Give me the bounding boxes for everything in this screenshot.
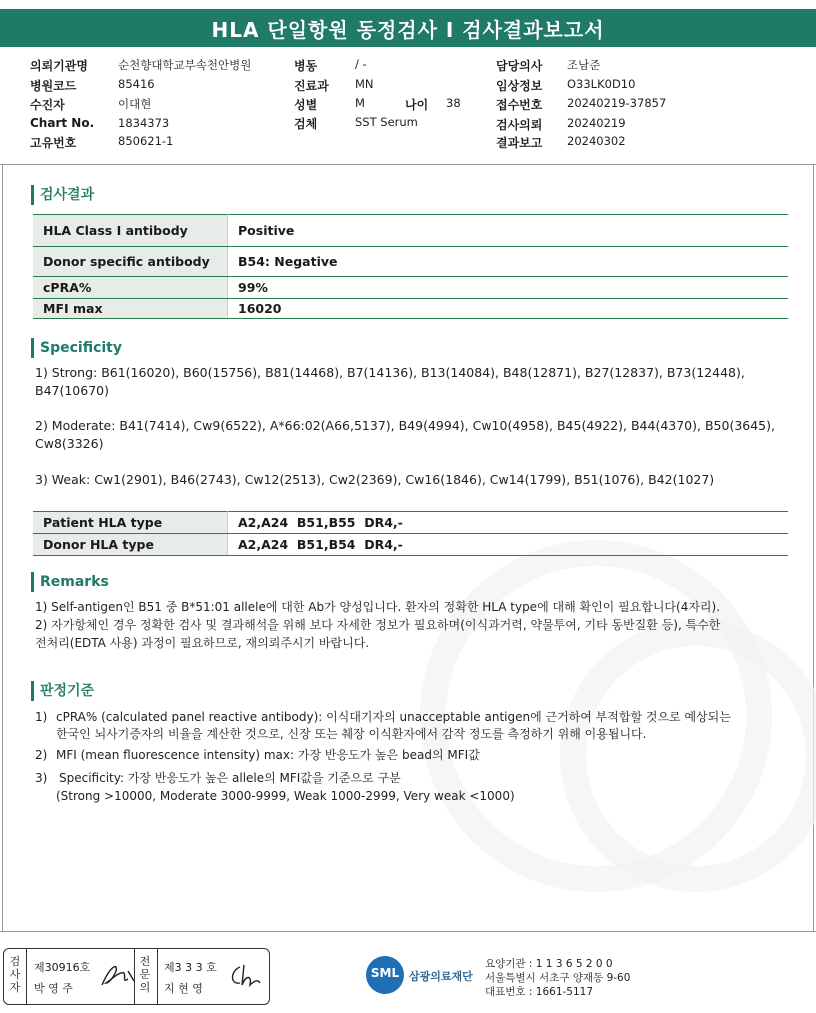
expert-signature-icon (226, 961, 264, 991)
expert-side-label (136, 955, 154, 994)
value-hospital-code: 85416 (118, 77, 155, 91)
value-result-report: 20240302 (567, 134, 626, 148)
result-key: MFI max (33, 299, 228, 319)
footer-address: 서울특별시 서초구 양재동 9-60 (485, 972, 631, 984)
table-row (33, 299, 788, 319)
result-value: B54: Negative (228, 247, 789, 277)
result-key: cPRA% (33, 277, 228, 299)
remark-1: 1) Self-antigen인 B51 중 B*51:01 allele에 대한 Ab가 양성입니다. 환자의 정확한 HLA type에 대해 확인이 필요합니다(4자리). (35, 600, 721, 614)
label-age: 나이 (405, 98, 429, 112)
label-hospital-code: 병원코드 (30, 79, 77, 93)
report-title: HLA 단일항원 동정검사 I 검사결과보고서 (0, 9, 816, 47)
value-sex: M (355, 96, 365, 110)
value-patient: 이대현 (118, 97, 152, 111)
criteria-text-2: (Strong >10000, Moderate 3000-9999, Weak 1000-2999, Very weak <1000) (56, 789, 515, 803)
tester-side-label (6, 955, 24, 994)
label-requesting-org: 의뢰기관명 (30, 59, 88, 73)
remark-2: 2) 자가항체인 경우 정확한 검사 및 결과해석을 위해 보다 자세한 정보가 필요하며(이식과거력, 약물투여, 기타 동반질환 등), 특수한 전처리(EDTA 사용) 과정이 필요하므로, 재의뢰주시기 바랍니다. (35, 618, 721, 650)
label-department: 진료과 (294, 79, 329, 93)
label-specimen: 검체 (294, 117, 318, 131)
tester-license-no: 제30916호 (34, 961, 91, 974)
footer-phone: 대표번호 : 1661-5117 (485, 986, 594, 998)
label-doctor: 담당의사 (496, 59, 543, 73)
result-key: HLA Class I antibody (33, 215, 228, 247)
criteria-text-2: 한국인 뇌사기증자의 비율을 계산한 것으로, 신장 또는 췌장 이식환자에서 감작 정도를 측정하기 위해 이용됩니다. (56, 727, 647, 741)
label-chart-no: Chart No. (30, 116, 95, 130)
section-remarks-heading: Remarks (31, 572, 109, 592)
hla-type-table (33, 511, 788, 556)
table-row (33, 512, 788, 534)
label-test-request: 검사의뢰 (496, 118, 543, 132)
section-criteria-heading: 판정기준 (31, 681, 94, 701)
value-test-request: 20240219 (567, 116, 626, 130)
specificity-moderate: 2) Moderate: B41(7414), Cw9(6522), A*66:02(A66,5137), B49(4994), Cw10(4958), B45(4922), B44(4370), B50(3645), Cw8(3326) (35, 418, 775, 451)
label-unique-no: 고유번호 (30, 136, 77, 150)
stamp-divider (134, 949, 135, 1004)
footer-divider (0, 931, 816, 932)
expert-license-no: 제3 3 3 호 (164, 961, 217, 974)
criteria-text: Specificity: 가장 반응도가 높은 allele의 MFI값을 기준으로 구분 (59, 771, 401, 785)
section-results-heading: 검사결과 (31, 185, 94, 205)
label-patient: 수진자 (30, 98, 65, 112)
stamp-divider (157, 949, 158, 1004)
criteria-text: cPRA% (calculated panel reactive antibody): 이식대기자의 unacceptable antigen에 근거하여 부적합할 것으로 예상되는 (56, 710, 731, 724)
hla-value: A2,A24 B51,B54 DR4,- (228, 534, 789, 556)
footer-code: 요양기관 : 1 1 3 6 5 2 0 0 (485, 958, 613, 970)
watermark-graphic (560, 620, 816, 892)
tester-side-text: 검사자 (9, 955, 21, 994)
value-ward: / - (355, 57, 367, 71)
value-chart-no: 1834373 (118, 116, 170, 130)
header-divider (0, 164, 816, 165)
value-age: 38 (446, 96, 461, 110)
value-specimen: SST Serum (355, 115, 418, 129)
hla-value: A2,A24 B51,B55 DR4,- (228, 512, 789, 534)
table-row (33, 277, 788, 299)
table-row (33, 215, 788, 247)
tester-signature-icon (98, 961, 138, 991)
value-requesting-org: 순천향대학교부속천안병원 (118, 58, 252, 72)
label-sex: 성별 (294, 98, 318, 112)
table-row (33, 534, 788, 556)
specificity-weak: 3) Weak: Cw1(2901), B46(2743), Cw12(2513), Cw2(2369), Cw16(1846), Cw14(1799), B51(1076), B42(1027) (35, 472, 715, 487)
result-value: Positive (228, 215, 789, 247)
results-table (33, 214, 788, 319)
value-clinical-info: O33LK0D10 (567, 77, 636, 91)
value-doctor: 조남준 (567, 58, 601, 72)
left-border (2, 164, 3, 931)
hla-key: Donor HLA type (33, 534, 228, 556)
org-name: 삼광의료재단 (409, 970, 473, 983)
sml-logo-text: SML (370, 966, 400, 980)
section-specificity-heading: Specificity (31, 338, 122, 358)
label-ward: 병동 (294, 59, 318, 73)
table-row (33, 247, 788, 277)
criteria-text: MFI (mean fluorescence intensity) max: 가장 반응도가 높은 bead의 MFI값 (56, 748, 480, 762)
signature-box (3, 948, 270, 1005)
criteria-num: 3) (35, 771, 48, 785)
criteria-num: 1) (35, 710, 48, 724)
value-receipt-no: 20240219-37857 (567, 96, 667, 110)
label-clinical-info: 임상정보 (496, 79, 543, 93)
label-result-report: 결과보고 (496, 136, 543, 150)
value-unique-no: 850621-1 (118, 134, 174, 148)
label-receipt-no: 접수번호 (496, 98, 543, 112)
value-department: MN (355, 77, 374, 91)
hla-key: Patient HLA type (33, 512, 228, 534)
tester-name: 박 영 주 (34, 982, 73, 995)
result-value: 99% (228, 277, 789, 299)
result-key: Donor specific antibody (33, 247, 228, 277)
expert-name: 지 현 영 (164, 982, 203, 995)
specificity-strong: 1) Strong: B61(16020), B60(15756), B81(14468), B7(14136), B13(14084), B48(12871), B27(12837), B73(12448), B47(10670) (35, 365, 745, 398)
expert-side-text: 전문의 (139, 955, 151, 994)
criteria-num: 2) (35, 748, 48, 762)
stamp-divider (26, 949, 27, 1004)
result-value: 16020 (228, 299, 789, 319)
